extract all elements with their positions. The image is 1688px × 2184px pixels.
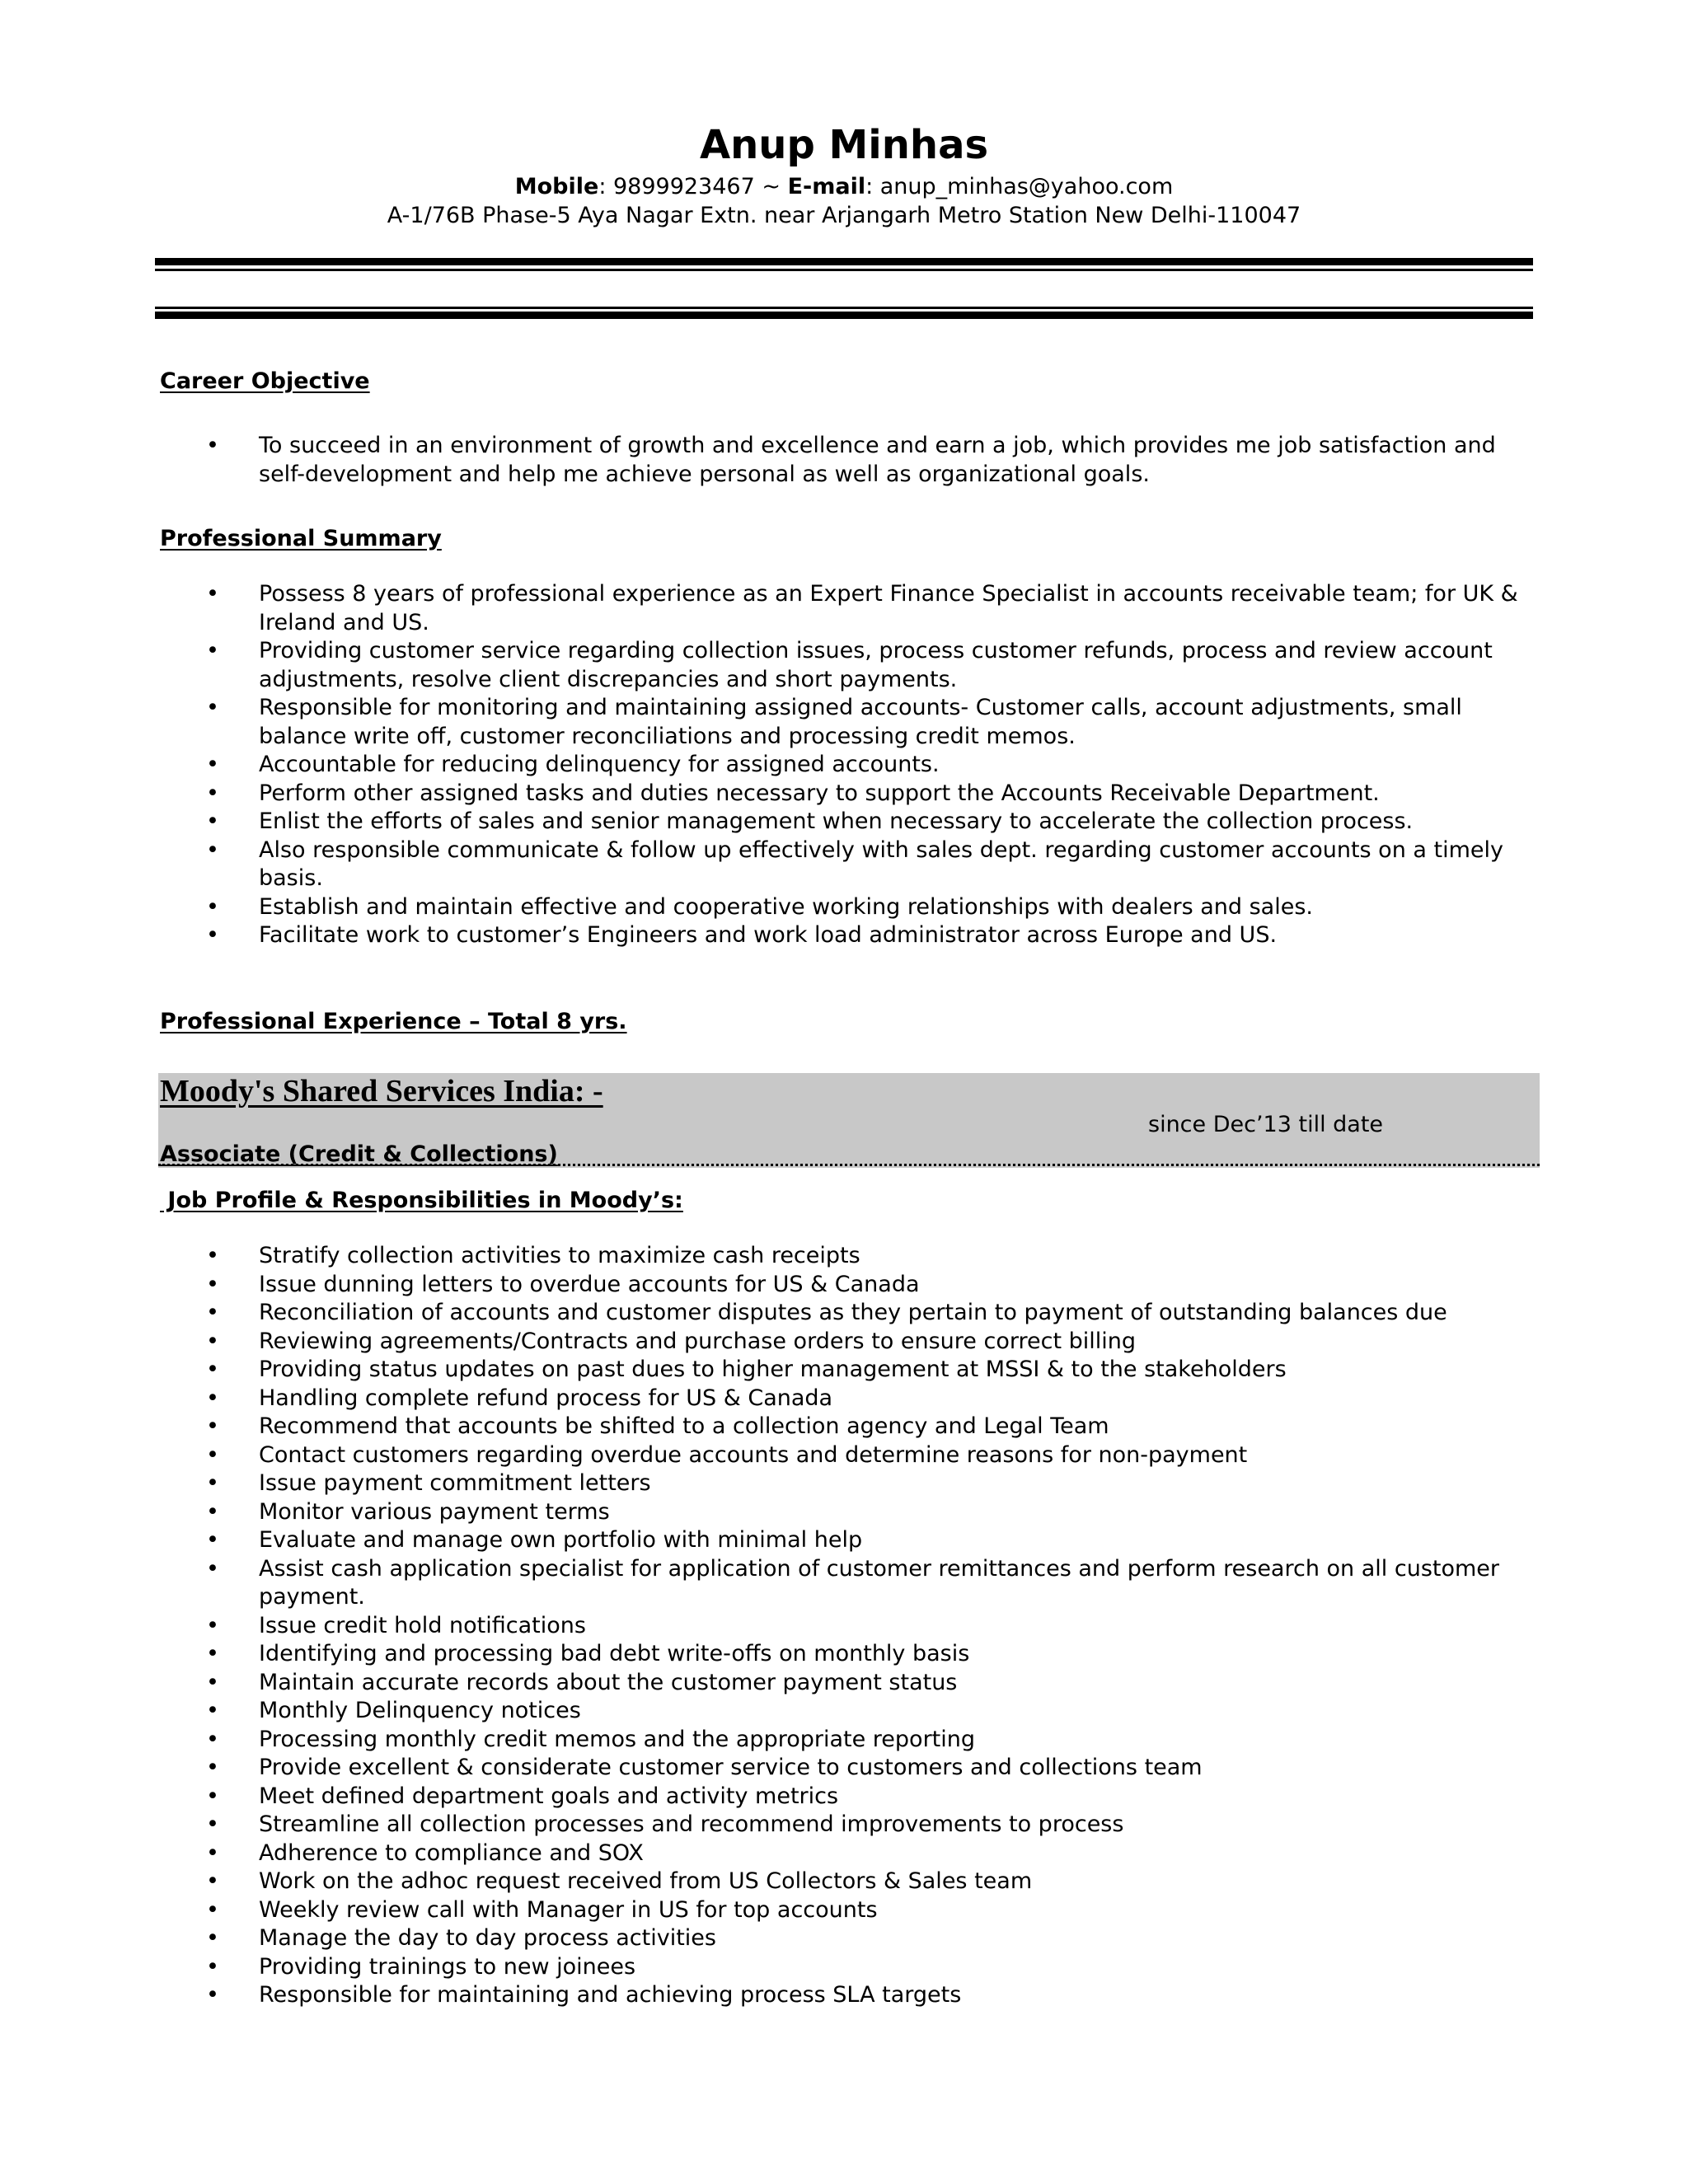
employment-dates: since Dec’13 till date [1148, 1112, 1384, 1137]
list-item: • Contact customers regarding overdue accounts and determine reasons for non-payment [0, 1441, 1688, 1470]
list-item: • Issue dunning letters to overdue accounts for US & Canada [0, 1271, 1688, 1300]
list-item: • Establish and maintain effective and cooperative working relationships with dealers and sales. [0, 893, 1688, 922]
list-item: • Provide excellent & considerate customer service to customers and collections team [0, 1754, 1688, 1783]
list-item: • Maintain accurate records about the customer payment status [0, 1669, 1688, 1698]
list-item: • Recommend that accounts be shifted to a collection agency and Legal Team [0, 1413, 1688, 1441]
email-label: E-mail [787, 174, 866, 199]
mobile-value: : 9899923467 ~ [598, 174, 788, 199]
list-item: • Streamline all collection processes and recommend improvements to process [0, 1811, 1688, 1840]
list-item: • To succeed in an environment of growth and excellence and earn a job, which provides me job satisfaction and self-development and help me achieve personal as well as organizational goals. [0, 432, 1688, 489]
list-item: • Stratify collection activities to maximize cash receipts [0, 1242, 1688, 1271]
list-item: • Perform other assigned tasks and duties necessary to support the Accounts Receivable Department. [0, 780, 1688, 808]
professional-summary-heading: Professional Summary [160, 526, 442, 551]
job-title: Associate (Credit & Collections) [160, 1141, 558, 1167]
list-item: • Work on the adhoc request received from US Collectors & Sales team [0, 1868, 1688, 1896]
list-item: • Responsible for monitoring and maintaining assigned accounts- Customer calls, account adjustments, small balance write off, customer reconciliations and processing credit memos. [0, 694, 1688, 751]
career-objective-heading: Career Objective [160, 368, 370, 394]
list-item: • Enlist the efforts of sales and senior management when necessary to accelerate the collection process. [0, 808, 1688, 837]
address-line: A-1/76B Phase-5 Aya Nagar Extn. near Arjangarh Metro Station New Delhi-110047 [387, 203, 1301, 228]
list-item: • Responsible for maintaining and achieving process SLA targets [0, 1981, 1688, 2010]
mobile-label: Mobile [514, 174, 599, 199]
list-item: • Handling complete refund process for US & Canada [0, 1385, 1688, 1413]
responsibilities-list [0, 1242, 1688, 2010]
list-item: • Assist cash application specialist for application of customer remittances and perform research on all customer payment. [0, 1555, 1688, 1612]
contact-line [0, 173, 1688, 201]
list-item: • Providing status updates on past dues to higher management at MSSI & to the stakeholders [0, 1356, 1688, 1385]
career-objective-list [0, 432, 1688, 489]
list-item: • Monthly Delinquency notices [0, 1697, 1688, 1726]
list-item: • Processing monthly credit memos and the appropriate reporting [0, 1726, 1688, 1755]
list-item: • Issue credit hold notifications [0, 1612, 1688, 1641]
list-item: • Monitor various payment terms [0, 1498, 1688, 1527]
company-name: Moody's Shared Services India: - [160, 1074, 603, 1108]
list-item: • Meet defined department goals and activity metrics [0, 1783, 1688, 1811]
list-item: • Providing trainings to new joinees [0, 1953, 1688, 1982]
list-item: • Reviewing agreements/Contracts and purchase orders to ensure correct billing [0, 1328, 1688, 1357]
header-divider-bottom [155, 307, 1533, 319]
list-item: • Also responsible communicate & follow up effectively with sales dept. regarding customer accounts on a timely basis. [0, 837, 1688, 893]
list-item: • Reconciliation of accounts and customer disputes as they pertain to payment of outstanding balances due [0, 1299, 1688, 1328]
header-divider-top [155, 258, 1533, 271]
list-item: • Facilitate work to customer’s Engineers and work load administrator across Europe and US. [0, 921, 1688, 950]
list-item: • Adherence to compliance and SOX [0, 1840, 1688, 1868]
company-divider [158, 1164, 1540, 1166]
professional-summary-list [0, 580, 1688, 950]
list-item: • Providing customer service regarding collection issues, process customer refunds, process and review account adjustments, resolve client discrepancies and short payments. [0, 637, 1688, 694]
job-profile-heading: Job Profile & Responsibilities in Moody’s: [160, 1188, 683, 1213]
list-item: • Identifying and processing bad debt write-offs on monthly basis [0, 1640, 1688, 1669]
professional-experience-heading: Professional Experience – Total 8 yrs. [160, 1009, 627, 1034]
list-item: • Accountable for reducing delinquency for assigned accounts. [0, 751, 1688, 780]
list-item: • Issue payment commitment letters [0, 1469, 1688, 1498]
list-item: • Possess 8 years of professional experience as an Expert Finance Specialist in accounts receivable team; for UK & Ireland and US. [0, 580, 1688, 637]
email-value: : anup_minhas@yahoo.com [865, 174, 1174, 199]
candidate-name: Anup Minhas [699, 122, 989, 168]
list-item: • Evaluate and manage own portfolio with minimal help [0, 1526, 1688, 1555]
list-item: • Manage the day to day process activities [0, 1924, 1688, 1953]
list-item: • Weekly review call with Manager in US for top accounts [0, 1896, 1688, 1925]
